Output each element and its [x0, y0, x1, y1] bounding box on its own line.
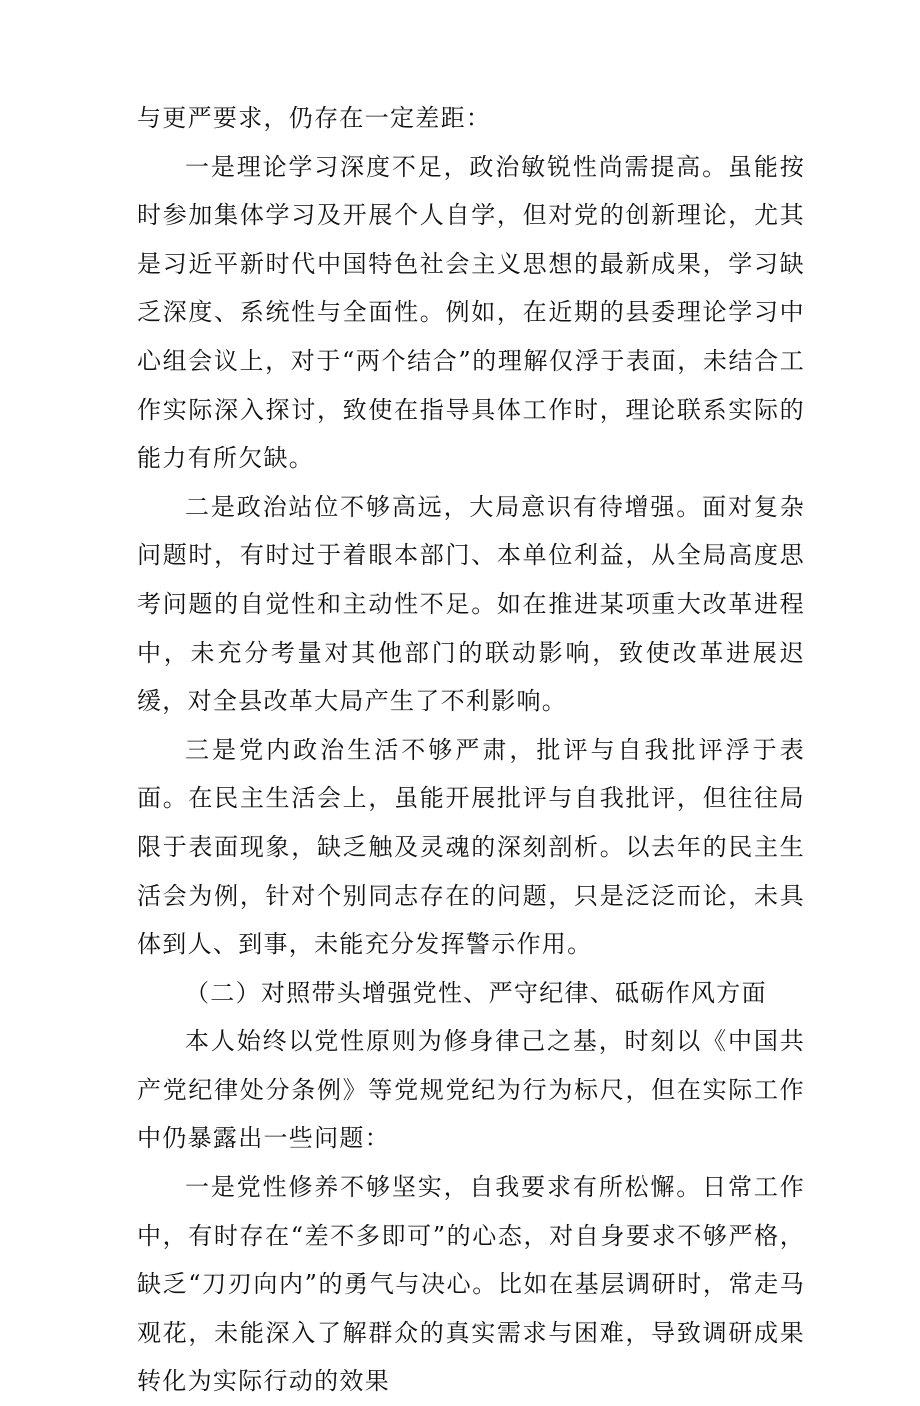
- section-heading: （二）对照带头增强党性、严守纪律、砥砺作风方面: [185, 978, 767, 1007]
- document-body: [137, 94, 805, 1406]
- continuation-paragraph: 与更严要求，仍存在一定差距：: [137, 104, 492, 132]
- body-paragraph-point-two: 二是政治站位不够高远，大局意识有待增强。面对复杂问题时，有时过于着眼本部门、本单位利益，从全局高度思考问题的自觉性和主动性不足。如在推进某项重大改革进程中，未充分考量对其他部门的联动影响，致使改革进展迟缓，对全县改革大局产生了不利影响。: [137, 492, 805, 716]
- body-paragraph-section-two-point-one: 一是党性修养不够坚实，自我要求有所松懈。日常工作中，有时存在“差不多即可”的心态，对自身要求不够严格，缺乏“刀刃向内”的勇气与决心。比如在基层调研时，常走马观花，未能深入了解群众的真实需求与困难，导致调研成果转化为实际行动的效果: [137, 1173, 805, 1396]
- body-paragraph-point-one: 一是理论学习深度不足，政治敏锐性尚需提高。虽能按时参加集体学习及开展个人自学，但对党的创新理论，尤其是习近平新时代中国特色社会主义思想的最新成果，学习缺乏深度、系统性与全面性。例如，在近期的县委理论学习中心组会议上，对于“两个结合”的理解仅浮于表面，未结合工作实际深入探讨，致使在指导具体工作时，理论联系实际的能力有所欠缺。: [137, 152, 805, 473]
- section-intro-paragraph: 本人始终以党性原则为修身律己之基，时刻以《中国共产党纪律处分条例》等党规党纪为行为标尺，但在实际工作中仍暴露出一些问题：: [137, 1027, 805, 1153]
- body-paragraph-point-three: 三是党内政治生活不够严肃，批评与自我批评浮于表面。在民主生活会上，虽能开展批评与自我批评，但往往局限于表面现象，缺乏触及灵魂的深刻剖析。以去年的民主生活会为例，针对个别同志存在的问题，只是泛泛而论，未具体到人、到事，未能充分发挥警示作用。: [137, 735, 805, 959]
